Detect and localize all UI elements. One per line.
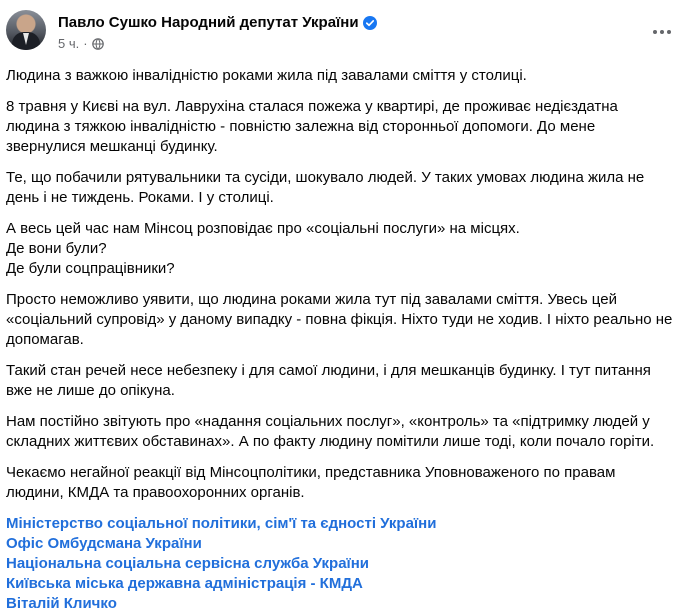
post-paragraph: Такий стан речей несе небезпеку і для самої людини, і для мешканців будинку. І тут питання вже не лише до опікуна. bbox=[6, 362, 651, 399]
globe-icon[interactable] bbox=[92, 38, 104, 50]
tag-link-ombudsman[interactable]: Офіс Омбудсмана України bbox=[6, 535, 202, 552]
more-options-icon[interactable] bbox=[650, 20, 674, 44]
tag-link-minsotspolityky[interactable]: Міністерство соціальної політики, сім'ї та єдності України bbox=[6, 515, 437, 532]
post-paragraph: Людина з важкою інвалідністю роками жила під завалами сміття у столиці. bbox=[6, 67, 527, 84]
author-name-link[interactable]: Павло Сушко Народний депутат України bbox=[58, 14, 359, 31]
author-avatar[interactable] bbox=[6, 10, 46, 50]
post-body bbox=[6, 66, 674, 614]
tagged-pages bbox=[6, 514, 674, 614]
tag-link-klitschko[interactable]: Віталій Кличко bbox=[6, 595, 117, 612]
post-meta bbox=[58, 36, 104, 51]
tag-link-social-service[interactable]: Національна соціальна сервісна служба України bbox=[6, 555, 370, 572]
post-header bbox=[6, 10, 676, 60]
tag-link-kmda[interactable]: Київська міська державна адміністрація - КМДА bbox=[6, 575, 363, 592]
author-name-row bbox=[58, 14, 377, 31]
post-paragraph: Нам постійно звітують про «надання соціальних послуг», «контроль» та «підтримку людей у складних життєвих обставинах». А по факту людину помітили лише тоді, коли почало горіти. bbox=[6, 413, 655, 450]
post-paragraph: Те, що побачили рятувальники та сусіди, шокувало людей. У таких умовах людина жила не день і не тиждень. Роками. І у столиці. bbox=[6, 169, 645, 206]
verified-badge-icon bbox=[363, 16, 377, 30]
post-line: Де вони були? bbox=[6, 240, 107, 257]
post-timestamp[interactable]: 5 ч. bbox=[58, 36, 80, 51]
post-paragraph: Чекаємо негайної реакції від Мінсоцполітики, представника Уповноваженого по правам людини, КМДА та правоохоронних органів. bbox=[6, 464, 616, 501]
question-block bbox=[6, 219, 674, 279]
post-line: Де були соцпрацівники? bbox=[6, 260, 175, 277]
post-line: А весь цей час нам Мінсоц розповідає про «соціальні послуги» на місцях. bbox=[6, 220, 520, 237]
post-paragraph: Просто неможливо уявити, що людина роками жила тут під завалами сміття. Увесь цей «соціальний супровід» у даному випадку - повна фікція. Ніхто туди не ходив. І ніхто реально не допомагав. bbox=[6, 291, 673, 348]
meta-separator: · bbox=[83, 36, 88, 51]
post-paragraph: 8 травня у Києві на вул. Лаврухіна сталася пожежа у квартирі, де проживає недієздатна людина з тяжкою інвалідністю - повністю залежна від сторонньої допомоги. До мене звернулися мешканці будинку. bbox=[6, 98, 618, 155]
